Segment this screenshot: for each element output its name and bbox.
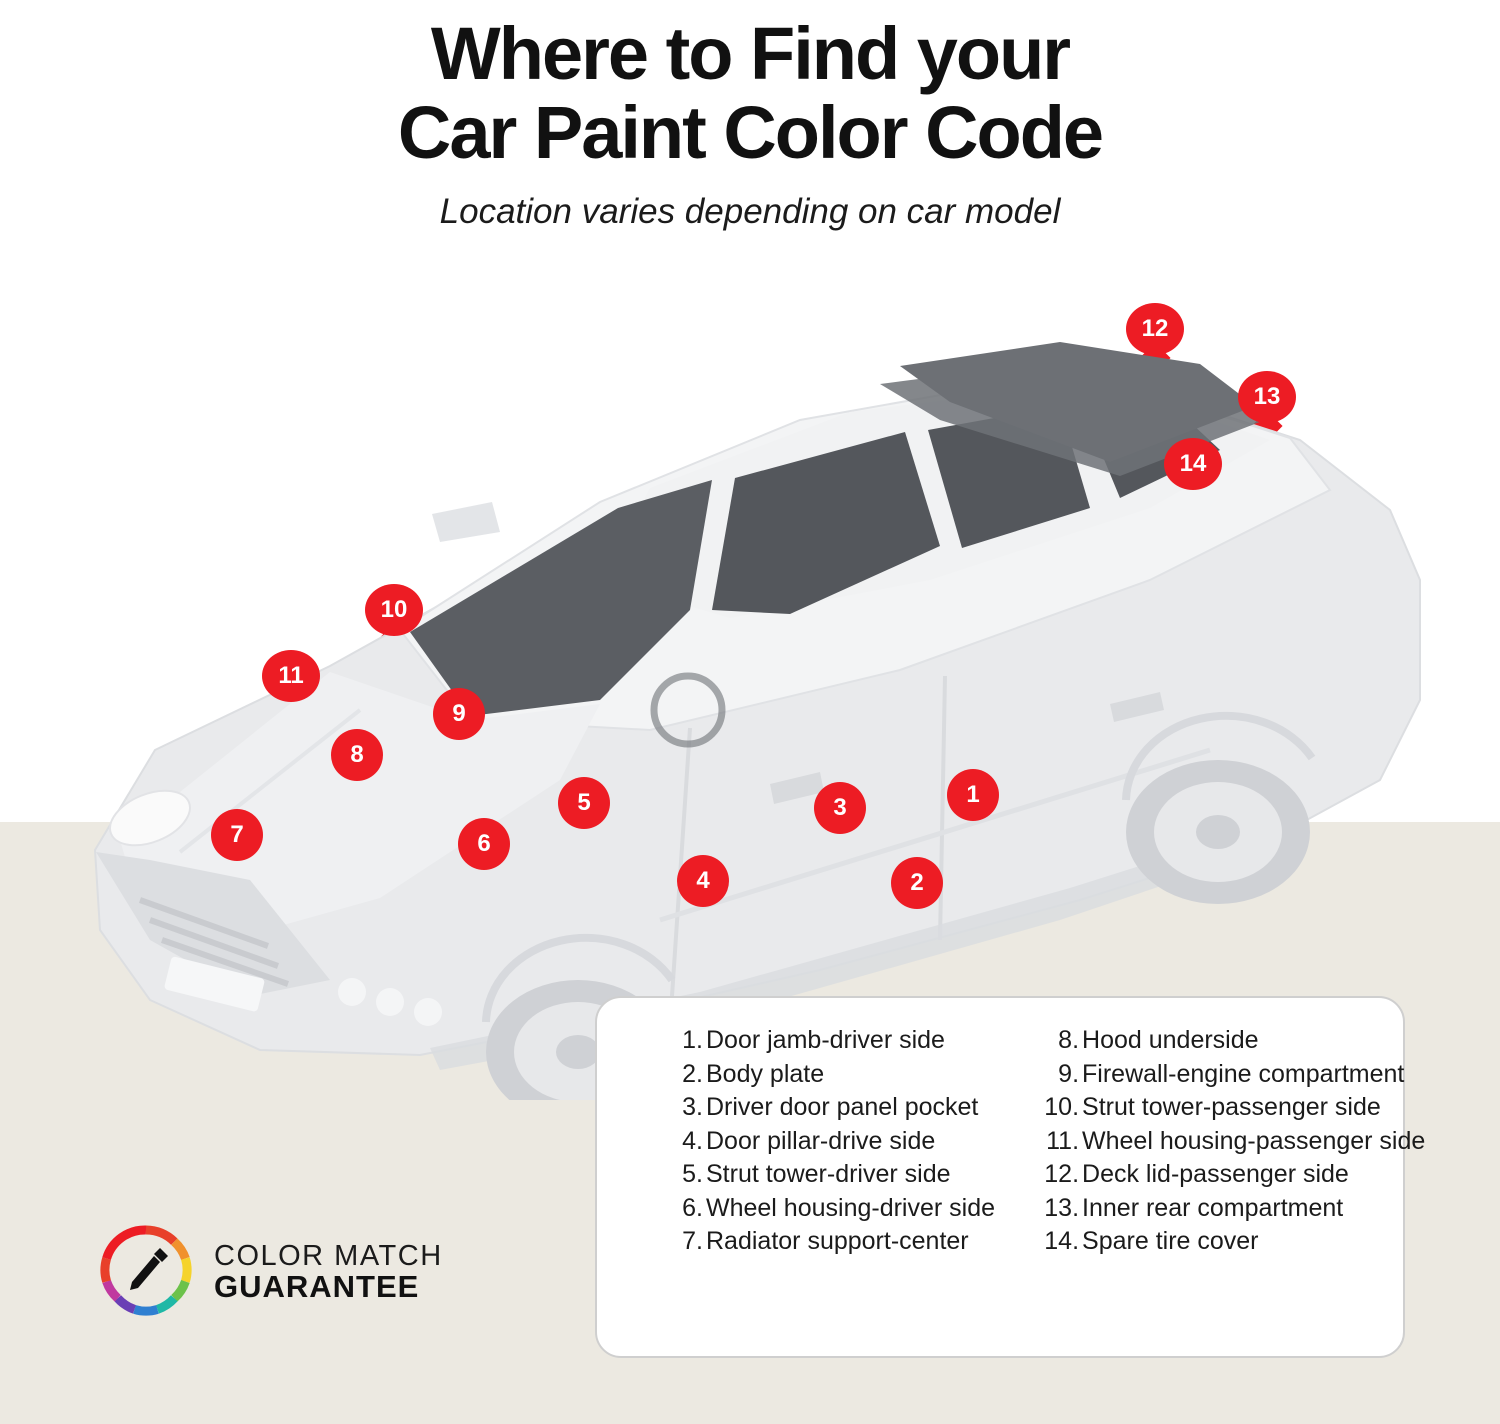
legend-item-number: 7. (682, 1227, 703, 1255)
marker-label: 13 (1253, 383, 1281, 410)
map-marker-3[interactable] (814, 782, 866, 834)
marker-label: 2 (910, 869, 924, 896)
legend-item-left-4 (627, 1125, 995, 1159)
legend-item-left-2 (627, 1058, 995, 1092)
map-marker-13[interactable] (1238, 371, 1296, 423)
brand-logo (98, 1222, 443, 1323)
map-marker-14[interactable] (1164, 438, 1222, 490)
legend-item-number: 1. (682, 1026, 703, 1054)
map-marker-8[interactable] (331, 729, 383, 781)
marker-label: 3 (833, 794, 847, 821)
legend-item-left-6 (627, 1192, 995, 1226)
legend-item-text: Body plate (706, 1059, 825, 1088)
legend-item-right-1 (1035, 1024, 1425, 1058)
brand-line-1: COLOR MATCH (214, 1240, 443, 1272)
marker-label: 7 (230, 821, 244, 848)
legend-item-number: 4. (682, 1126, 703, 1155)
marker-label: 4 (696, 867, 710, 894)
eyedropper-icon (130, 1248, 168, 1290)
legend-card (595, 996, 1426, 1358)
legend-item-number: 10. (1044, 1093, 1080, 1121)
legend-item-number: 9. (1058, 1059, 1080, 1088)
legend-item-text: Driver door panel pocket (706, 1093, 979, 1121)
legend-item-right-6 (1035, 1192, 1425, 1226)
legend-item-right-7 (1035, 1225, 1425, 1259)
car-body-group (95, 342, 1420, 1100)
marker-label: 10 (380, 596, 408, 623)
marker-label: 6 (477, 830, 491, 857)
legend-item-number: 2. (682, 1059, 703, 1088)
legend-item-right-4 (1035, 1125, 1425, 1159)
legend-item-text: Spare tire cover (1082, 1227, 1259, 1255)
legend-item-text: Strut tower-driver side (706, 1160, 951, 1188)
map-marker-6[interactable] (458, 818, 510, 870)
marker-label: 12 (1141, 315, 1169, 342)
legend-item-right-5 (1035, 1158, 1425, 1192)
legend-column-right (1013, 1024, 1425, 1330)
legend-item-number: 12. (1044, 1160, 1080, 1188)
legend-item-text: Hood underside (1082, 1026, 1259, 1054)
legend-item-number: 14. (1044, 1227, 1080, 1255)
legend-item-right-3 (1035, 1091, 1425, 1125)
map-marker-7[interactable] (211, 809, 263, 861)
page-subtitle: Location varies depending on car model (439, 192, 1061, 232)
marker-label: 1 (966, 781, 980, 808)
legend-item-text: Radiator support-center (706, 1227, 969, 1255)
rear-wheel (1126, 760, 1310, 904)
marker-label: 8 (350, 741, 364, 768)
legend-item-left-3 (627, 1091, 995, 1125)
legend-item-number: 13. (1044, 1193, 1080, 1222)
page-title (0, 0, 1500, 175)
map-marker-1[interactable] (947, 769, 999, 821)
legend-column-left (627, 1024, 995, 1330)
legend-item-left-7 (627, 1225, 995, 1259)
marker-label: 9 (452, 700, 466, 727)
legend-item-number: 6. (682, 1193, 703, 1222)
map-marker-12[interactable] (1126, 303, 1184, 355)
legend-item-text: Wheel housing-driver side (706, 1193, 996, 1222)
legend-item-text: Inner rear compartment (1082, 1193, 1344, 1222)
legend-item-number: 11. (1046, 1126, 1080, 1155)
page-title-line1: Where to Find your (430, 12, 1070, 95)
map-marker-9[interactable] (433, 688, 485, 740)
color-wheel-icon (98, 1222, 194, 1323)
legend-item-number: 8. (1058, 1026, 1080, 1054)
map-marker-4[interactable] (677, 855, 729, 907)
legend-item-text: Wheel housing-passenger side (1082, 1126, 1426, 1155)
legend-item-text: Door pillar-drive side (706, 1126, 936, 1155)
legend-item-number: 5. (682, 1160, 703, 1188)
map-marker-11[interactable] (262, 650, 320, 702)
legend-item-left-1 (627, 1024, 995, 1058)
map-marker-5[interactable] (558, 777, 610, 829)
legend-item-left-5 (627, 1158, 995, 1192)
map-marker-10[interactable] (365, 584, 423, 636)
brand-line-2: GUARANTEE (214, 1269, 420, 1305)
legend-item-text: Door jamb-driver side (706, 1026, 945, 1054)
legend-item-text: Deck lid-passenger side (1082, 1160, 1349, 1188)
legend-item-number: 3. (682, 1093, 703, 1121)
legend-item-text: Firewall-engine compartment (1082, 1059, 1405, 1088)
legend-item-right-2 (1035, 1058, 1425, 1092)
marker-label: 11 (278, 662, 304, 689)
marker-label: 14 (1179, 450, 1207, 477)
legend-item-text: Strut tower-passenger side (1082, 1093, 1381, 1121)
marker-label: 5 (577, 789, 591, 816)
page-title-line2: Car Paint Color Code (397, 91, 1103, 175)
page-header (0, 0, 1500, 232)
map-marker-2[interactable] (891, 857, 943, 909)
